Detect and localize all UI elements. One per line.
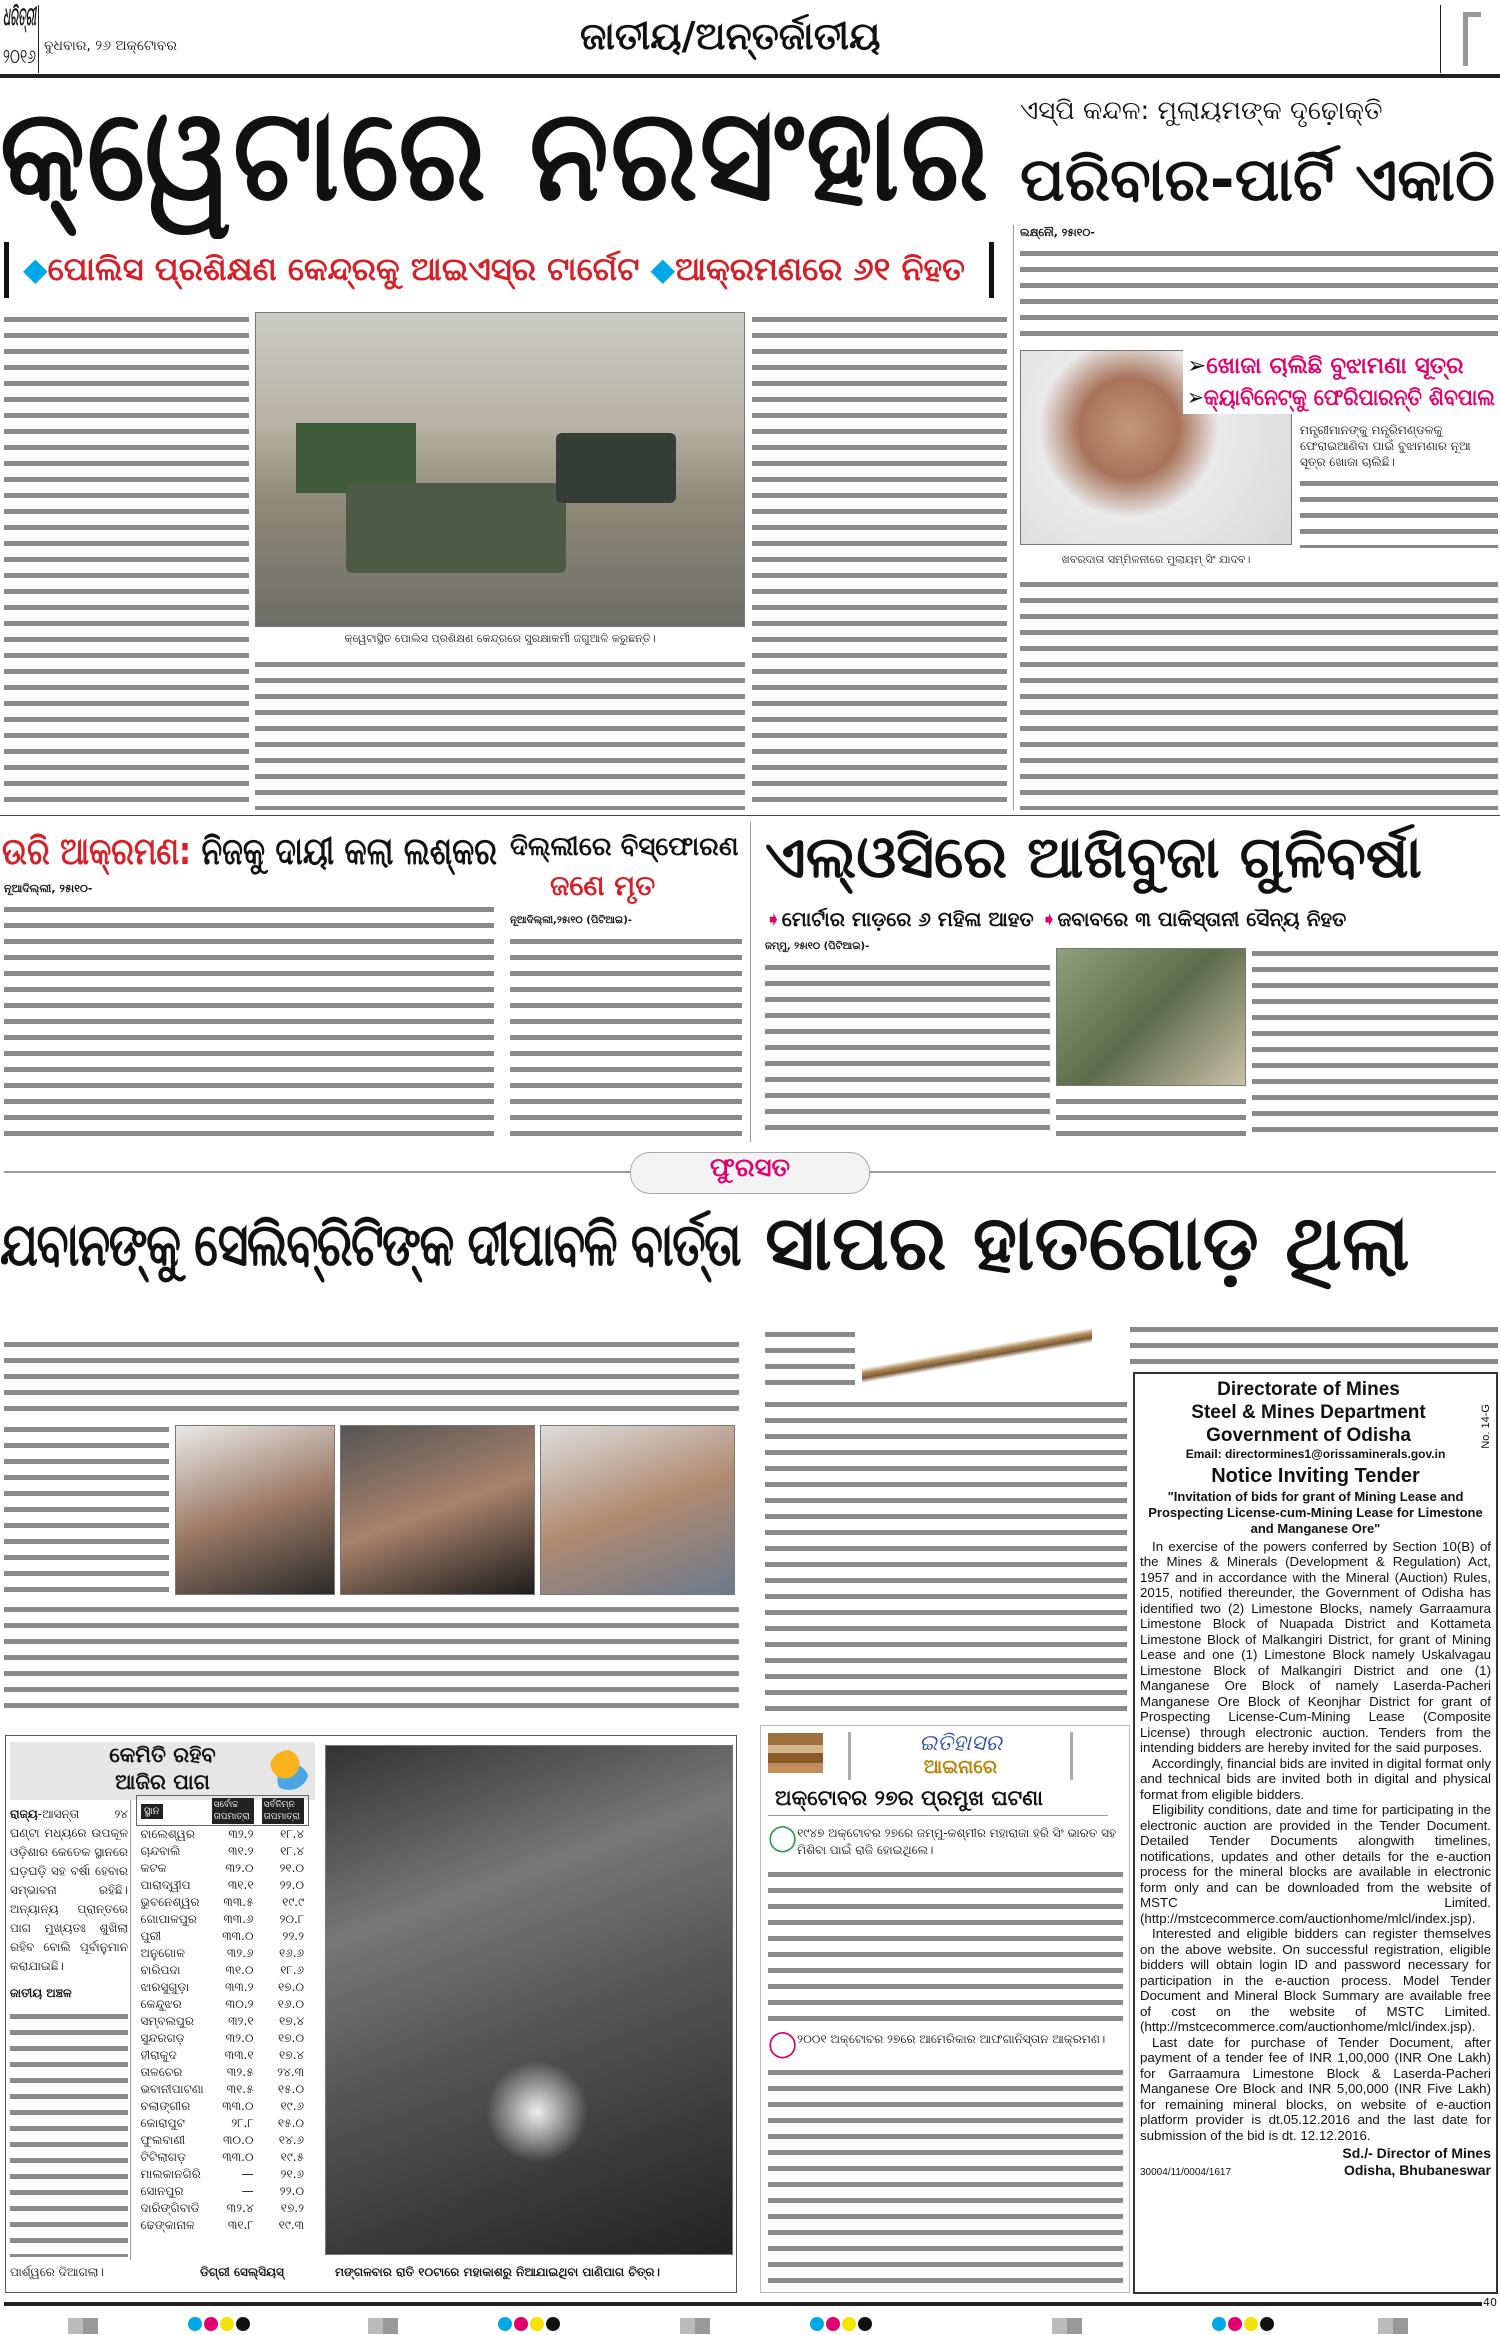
weather-row (137, 1979, 309, 1996)
max-temp-cell: ୩୩.୫ (223, 1895, 254, 1909)
place-cell: ଗୋପାଳପୁର (140, 1912, 197, 1926)
max-temp-cell: ୩୨.୨ (228, 1827, 254, 1841)
color-dots (188, 2316, 252, 2335)
sp-kicker: ଏସ୍‌ପି କନ୍ଦଳ: ମୁଲାୟମଙ୍କ ଦୃଢ଼ୋକ୍ତି (1020, 96, 1383, 126)
place-cell: ସୁନ୍ଦରଗଡ଼ (140, 2031, 185, 2045)
footer-rule (4, 2302, 1482, 2306)
map-caption: ମଙ୍ଗଳବାର ରାତି ୧୦ଟାରେ ମହାକାଶରୁ ନିଆଯାଇଥିବା ପାଣିପାଗ ଚିତ୍ର। (335, 2265, 660, 2279)
max-temp-cell: ୩୩.୬ (223, 1912, 254, 1926)
weather-row (137, 2132, 309, 2149)
tender-email[interactable]: Email: directormines1@orissaminerals.gov.in (1185, 1447, 1446, 1461)
sun-cloud-icon (269, 1750, 309, 1790)
color-dots (1212, 2316, 1276, 2335)
place-cell: ବାଲେଶ୍ୱର (140, 1827, 195, 1841)
tender-notice-title: Notice Inviting Tender (1211, 1464, 1420, 1487)
loc-body (1056, 1092, 1246, 1140)
place-cell: କଟକ (140, 1861, 167, 1875)
uri-body (4, 900, 494, 1140)
min-temp-cell: ୧୯.୬ (280, 2099, 305, 2113)
sp-excerpt: ମନ୍ତ୍ରୀମାନଙ୍କୁ ମନ୍ତ୍ରିମଣ୍ଡଳକୁ ଫେରାଇଆଣିବା ପାଇଁ ବୁଝାମଣାର ନୂଆ ସୂତ୍ର ଖୋଜା ଚାଲିଛି। (1300, 423, 1471, 469)
history-item-text: ୧୯୪୭ ଅକ୍ଟୋବର ୨୭ରେ ଜମ୍ମୁ-କଶ୍ମୀର ମହାରାଜା ହରି ସିଂ ଭାରତ ସହ ମିଶିବା ପାଇଁ ରାଜି ହୋଇଥିଲେ। (797, 1826, 1116, 1857)
max-temp-cell: ୩୨.୦ (225, 2031, 254, 2045)
place-cell: ତାଳଚେର (140, 2065, 183, 2079)
weather-row (137, 1928, 309, 1945)
weather-footer-text: ପାର୍ଶ୍ୱରେ ଦିଆଗଲା। (10, 2265, 104, 2279)
celeb-body (4, 1335, 739, 1420)
weather-row (137, 2081, 309, 2098)
weather-row (137, 1877, 309, 1894)
satellite-map (325, 1745, 733, 2255)
max-temp-cell: ୩୧.୦ (225, 1963, 254, 1977)
weather-table (136, 1795, 316, 2234)
place-cell: ଦାରିଙ୍ଗିବାଡି (140, 2201, 200, 2215)
col-min: ସର୍ବନିମ୍ନ ତାପମାତ୍ରା (262, 1798, 304, 1824)
loc-body (1252, 944, 1498, 1140)
divider (38, 5, 39, 73)
place-cell: ହୀରାକୁଦ (140, 2048, 177, 2062)
weather-row (137, 1860, 309, 1877)
loc-subhead-1: ମୋର୍ଟାର ମାଡ଼ରେ ୬ ମହିଳା ଆହତ (781, 907, 1034, 931)
place-cell: କେନ୍ଦୁଝର (140, 1997, 182, 2011)
sp-dateline: ଲକ୍ଷ୍ନୌ, ୨୫ା୧୦- (1020, 226, 1095, 239)
weather-row (137, 2183, 309, 2200)
history-subtitle: ଅକ୍ଟୋବର ୨୭ର ପ୍ରମୁଖ ଘଟଣା (775, 1786, 1043, 1810)
bullet-icon: ◯ (768, 1823, 798, 1853)
weather-row (137, 2047, 309, 2064)
celeb-body (4, 1420, 169, 1595)
year: ୨୦୧୬ (3, 44, 37, 68)
weather-row (137, 2013, 309, 2030)
place-cell: ସୋନପୁର (140, 2184, 184, 2198)
place-cell: ପାରାଦ୍ୱୀପ (140, 1878, 191, 1892)
min-temp-cell: ୨୨.୦ (279, 2184, 305, 2198)
min-temp-cell: ୧୯.୩ (278, 2218, 305, 2232)
max-temp-cell: ୩୦.୦ (222, 2133, 254, 2147)
ad-number: No. 14-G (1479, 1404, 1492, 1449)
place-cell: ଢେଙ୍କାନାଳ (140, 2218, 195, 2232)
min-temp-cell: ୧୭.୦ (277, 2031, 305, 2045)
snake-headline: ସାପର ହାତଗୋଡ଼ ଥିଲା (765, 1198, 1410, 1287)
lead-headline: କ୍ୱେଟାରେ ନରସଂହାର (0, 81, 991, 230)
lead-body-col (4, 310, 249, 810)
lead-body-col (255, 655, 745, 810)
history-title (848, 1732, 1073, 1780)
max-temp-cell: ୩୩.୦ (222, 2150, 254, 2164)
lead-photo (255, 312, 745, 627)
sp-headline: ପରିବାର-ପାର୍ଟି ଏକାଠି (1020, 145, 1496, 215)
history-title-2: ଆଇନାରେ (923, 1756, 998, 1778)
min-temp-cell: ୨୧.୬ (280, 2167, 305, 2181)
history-item-2 (768, 2031, 1123, 2057)
tender-notice (1133, 1372, 1498, 2294)
weather-row (137, 1962, 309, 1979)
max-temp-cell: ୩୧.୨ (228, 1844, 254, 1858)
lead-body-col (752, 310, 1007, 810)
place-cell: ସମ୍ବଲପୁର (140, 2014, 194, 2028)
soldier-photo (1056, 948, 1246, 1086)
max-temp-cell: ୩୩.୨ (224, 1980, 254, 1994)
diamond-icon: ◆ (23, 250, 48, 288)
min-temp-cell: ୧୭.୦ (277, 1980, 305, 1994)
snake-body (1130, 1320, 1498, 1365)
max-temp-cell: ୨୮.୮ (231, 2116, 254, 2130)
page-number: 40 (1483, 2296, 1497, 2309)
place-cell: ପୁରୀ (140, 1929, 162, 1943)
place-cell: ଅନୁଗୋଳ (140, 1946, 185, 1960)
arrow-icon: ➢ (1187, 385, 1204, 411)
max-temp-cell: — (241, 2167, 254, 2181)
min-temp-cell: ୨୧.୦ (279, 1861, 305, 1875)
weather-row (137, 2200, 309, 2217)
min-temp-cell: ୧୬.୬ (278, 1946, 305, 1960)
section-label: ଫୁରସତ (709, 1153, 791, 1183)
snake-body (765, 1395, 1127, 1715)
place-cell: ଚାନ୍ଦବାଲି (140, 1844, 181, 1858)
sp-excerpt-column (1300, 422, 1498, 548)
books-icon (768, 1733, 823, 1773)
arrow-icon: ➢ (1187, 353, 1207, 379)
history-item-text: ୨୦୦୧ ଅକ୍ଟୋବର ୨୭ରେ ଆମେରିକାର ଆଫଗାନିସ୍ତାନ ଆକ୍ରମଣ। (797, 2032, 1106, 2046)
tender-paragraph: Interested and eligible bidders can register themselves on the above website. On successful registration, eligible bidders will obtain login ID and password necessary for participation in the e-auction process. Model Tender Document and Mineral Block Summary are available free of cost on the website of MSTC Limited. (http://mstcecommerce.com/auctionhome/mlcl/index.jsp). (1140, 1926, 1491, 2034)
sp-bullet-1: ଖୋଜା ଚାଲିଛି ବୁଝାମଣା ସୂତ୍ର (1206, 353, 1464, 379)
salman-photo (175, 1425, 335, 1595)
min-temp-cell: ୧୮.୬ (280, 1963, 305, 1977)
masthead (0, 0, 1500, 78)
weather-row (137, 1894, 309, 1911)
min-temp-cell: ୧୮.୪ (280, 1827, 305, 1841)
loc-subheads (765, 906, 1346, 932)
weather-row (137, 1826, 309, 1844)
vehicle (556, 433, 676, 503)
weather-title (10, 1742, 315, 1800)
weather-summary-text: -ଆସନ୍ତା ୨୪ ଘଣ୍ଟା ମଧ୍ୟରେ ଉପକୂଳ ଓଡ଼ିଶାର କେତେକ ସ୍ଥାନରେ ଘଡ଼ଘଡ଼ି ସହ ବର୍ଷା ହେବାର ସମ୍ଭାବନା ରହିଛି। ଅନ୍ୟାନ୍ୟ ପ୍ରାନ୍ତରେ ପାଗ ମୁଖ୍ୟତଃ ଶୁଖିଲା ରହିବ ବୋଲି ପୂର୍ବାନୁମାନ କରାଯାଇଛି। (10, 1807, 128, 1973)
weather-row (137, 1911, 309, 1928)
tender-subtitle: "Invitation of bids for grant of Mining Lease and Prospecting License-cum-Mining Lease for Limestone and Manganese Ore" (1148, 1488, 1483, 1536)
place-cell: ଝାରସୁଗୁଡ଼ା (140, 1980, 190, 1994)
tender-title-2: Steel & Mines Department (1191, 1402, 1426, 1423)
delhi-headline: ଦିଲ୍ଲୀରେ ବିସ୍ଫୋରଣ (510, 832, 739, 862)
diamond-icon: ◆ (650, 250, 676, 288)
lead-subhead-1: ପୋଲିସ ପ୍ରଶିକ୍ଷଣ କେନ୍ଦ୍ରକୁ ଆଇଏସ୍‌ର ଟାର୍ଗେଟ (47, 250, 640, 288)
color-dots (810, 2316, 874, 2335)
history-body (768, 1865, 1123, 2025)
loc-subhead-2: ଜବାବରେ ୩ ପାକିସ୍ତାନୀ ସୈନ୍ୟ ନିହତ (1057, 907, 1347, 931)
weather-row (137, 1996, 309, 2013)
delhi-body (510, 932, 742, 1140)
delhi-dateline: ନୂଆଦିଲ୍ଲୀ,୨୫ା୧୦ (ପିଟିଆଇ)- (510, 915, 632, 926)
weather-summary-label: ରାଜ୍ୟ (10, 1807, 38, 1821)
weather-row (137, 2064, 309, 2081)
min-temp-cell: ୧୯.୯ (282, 1895, 305, 1909)
place-cell: ଫୁଲବାଣୀ (140, 2133, 186, 2147)
min-temp-cell: ୧୫.୦ (277, 2082, 305, 2096)
arrow-icon: ➧ (1040, 907, 1058, 931)
uri-dateline: ନୂଆଦିଲ୍ଲୀ, ୨୫ା୧୦- (4, 882, 93, 895)
weather-title-2: ଆଜିର ପାଗ (115, 1770, 210, 1794)
color-dots (498, 2316, 562, 2335)
max-temp-cell: ୩୨.୦ (225, 1861, 254, 1875)
max-temp-cell: ୩୨.୧ (228, 2014, 254, 2028)
weather-row (137, 2115, 309, 2132)
max-temp-cell: ୩୨.୪ (226, 2201, 254, 2215)
uri-headline-red: ଉରି ଆକ୍ରମଣ: (2, 829, 192, 873)
registration-mark (1378, 2318, 1408, 2334)
uri-headline-black: ନିଜକୁ ଦାୟୀ କଲା ଲଶ୍କର (201, 829, 497, 873)
weather-row (137, 2217, 309, 2234)
history-item-1 (768, 1825, 1123, 1859)
registration-mark (680, 2318, 710, 2334)
weather-national-label: ଜାତୀୟ ଅଞ୍ଚଳ (10, 1986, 72, 2000)
max-temp-cell: ୩୧.୧ (227, 1878, 254, 1892)
place-cell: ବଲାଙ୍ଗୀର (140, 2099, 191, 2113)
tender-paragraph: Eligibility conditions, date and time for participating in the electronic auction are provided in the Tender Document. Detailed Tender Documents alongwith timelines, notifications, updates and other details for the e-auction process for the mineral blocks are available in electronic form only and can be downloaded from the website of MSTC Limited. (http://mstcecommerce.com/auctionhome/mlcl/index.jsp). (1140, 1802, 1491, 1926)
page-tab-mark (1463, 12, 1481, 66)
place-cell: ଭୁବନେଶ୍ୱର (140, 1895, 200, 1909)
min-temp-cell: ୨୪.୩ (277, 2065, 305, 2079)
min-temp-cell: ୧୯.୫ (280, 2150, 305, 2164)
sp-body (1020, 244, 1498, 342)
sp-body (1020, 575, 1498, 810)
tender-title-3: Government of Odisha (1206, 1425, 1411, 1446)
section-title: ଜାତୀୟ/ଅନ୍ତର୍ଜାତୀୟ (580, 14, 881, 58)
registration-mark (1052, 2318, 1082, 2334)
min-temp-cell: ୨୦.୮ (279, 1912, 305, 1926)
place-cell: ବାରିପଦା (140, 1963, 181, 1977)
date: ବୁଧବାର, ୨୬ ଅକ୍ଟୋବର (44, 38, 177, 54)
tender-paragraph: Last date for purchase of Tender Document, after payment of a tender fee of INR 1,00,000 (INR One Lakh) for Garraamura Limestone Block & Laserda-Pacheri Manganese Ore Block and INR 5,00,000 (INR Five Lakh) for remaining mineral blocks, on website of e-auction platform provider is dt.05.12.2016 and the last date for submission of the bid is dt. 12.12.2016. (1140, 2034, 1491, 2143)
weather-title-1: କେମିତି ରହିବ (109, 1743, 216, 1767)
registration-mark (68, 2318, 98, 2334)
tender-ref: 30004/11/0004/1617 (1140, 2167, 1232, 2178)
sp-body (1300, 474, 1498, 548)
min-temp-cell: ୧୬.୦ (277, 1997, 305, 2011)
place-cell: ଭବାନୀପାଟଣା (140, 2082, 204, 2096)
weather-row (137, 2166, 309, 2183)
min-temp-cell: ୧୪.୬ (278, 2133, 305, 2147)
max-temp-cell: ୩୩.୦ (222, 1929, 254, 1943)
weather-row (137, 1945, 309, 1962)
loc-body (765, 958, 1050, 1140)
snake-body (765, 1325, 855, 1395)
mulayam-photo-caption: ଖବରଦାତା ସମ୍ମିଳନୀରେ ମୁଲାୟମ୍ ସିଂ ଯାଦବ। (1061, 553, 1251, 566)
weather-row (137, 2098, 309, 2115)
lead-subhead-2: ଆକ୍ରମଣରେ ୬୧ ନିହତ (675, 250, 965, 288)
max-temp-cell: ୩୧.୮ (227, 2218, 254, 2232)
registration-mark (368, 2318, 398, 2334)
history-body (768, 2063, 1123, 2287)
sp-bullets (1183, 350, 1498, 414)
celeb-headline: ଯବାନଙ୍କୁ ସେଲିବ୍ରିଟିଙ୍କ ଦୀପାବଳି ବାର୍ତ୍ତା (0, 1210, 741, 1280)
weather-national-body (10, 2007, 128, 2257)
lead-subhead-bar (4, 242, 994, 298)
max-temp-cell: — (241, 2184, 254, 2198)
max-temp-cell: ୩୩.୧ (224, 2048, 254, 2062)
sp-bullet-2: କ୍ୟାବିନେଟ୍‌କୁ ଫେରିପାରନ୍ତି ଶିବପାଲ (1203, 385, 1495, 411)
place-cell: କୋରାପୁଟ (140, 2116, 185, 2130)
unit-label: ଡିଗ୍ରୀ ସେଲ୍‌ସିୟସ୍ (200, 2265, 284, 2279)
place-cell: ମାଲକାନଗିରି (140, 2167, 201, 2181)
max-temp-cell: ୩୦.୨ (225, 1997, 254, 2011)
uri-headline (2, 829, 497, 873)
tender-signature: Sd./- Director of Mines (1342, 2145, 1491, 2161)
tender-signature-place: Odisha, Bhubaneswar (1343, 2162, 1491, 2178)
loc-dateline: ଜମ୍ମୁ, ୨୫ା୧୦ (ପିଟିଆଇ)- (765, 941, 870, 952)
min-temp-cell: ୧୭.୪ (278, 2048, 305, 2062)
aamir-photo (340, 1425, 535, 1595)
tender-paragraph: Accordingly, financial bids are invited in digital format only and technical bids are invited both in digital and physical format from eligible bidders. (1140, 1755, 1491, 1802)
min-temp-cell: ୧୮.୪ (280, 1844, 305, 1858)
tender-title-1: Directorate of Mines (1217, 1379, 1400, 1400)
logo: ଧରିତ୍ରୀ (3, 2, 36, 32)
tender-paragraph: In exercise of the powers conferred by Section 10(B) of the Mines & Minerals (Development & Regulation) Act, 1957 and in accordance with the Mineral (Auction) Rules, 2015, notified thereunder, the Government of Odisha has identified two (2) Limestone Blocks, namely Garraamura Limestone Block of Nuapada District and Kottameta Limestone Block of Malkangiri District, for grant of Mining Lease and one (1) Limestone Block namely Uskalvagau Limestone Block of Malkangiri District and one (1) Manganese Ore Block of namely Laserda-Pacheri Manganese Ore Block of Keonjhar District for grant of Prospecting License-Cum-Mining Lease (Composite License) through electronic auction. Tenders from the intending bidders are hereby invited for the said purposes. (1140, 1538, 1491, 1755)
place-cell: ଟିଟିଲାଗଡ଼ (140, 2150, 186, 2164)
history-title-1: ଇତିହାସର (919, 1731, 1002, 1756)
min-temp-cell: ୧୭.୪ (278, 2014, 305, 2028)
arrow-icon: ➧ (765, 907, 782, 931)
min-temp-cell: ୧୫.୦ (277, 2116, 305, 2130)
vehicle (346, 483, 566, 573)
max-temp-cell: ୩୧.୫ (226, 2082, 254, 2096)
delhi-headline-red: ଜଣେ ମୃତ (550, 869, 656, 902)
min-temp-cell: ୧୭.୨ (280, 2201, 305, 2215)
loc-headline: ଏଲ୍‌ଓସିରେ ଆଖିବୁଜା ଗୁଳିବର୍ଷା (765, 823, 1422, 891)
akshay-photo (540, 1425, 735, 1595)
max-temp-cell: ୩୨.୬ (226, 1946, 254, 1960)
min-temp-cell: ୨୨.୨ (282, 1929, 305, 1943)
col-place: ସ୍ଥାନ (141, 1804, 163, 1819)
col-max: ସର୍ବୋଚ୍ଚ ତାପମାତ୍ରା (212, 1798, 254, 1824)
lead-photo-caption: କ୍ୱେଟାସ୍ଥିତ ପୋଲିସ ପ୍ରଶିକ୍ଷଣ କେନ୍ଦ୍ରରେ ସୁରକ୍ଷାକର୍ମୀ ଜଗୁଆଳି କରୁଛନ୍ତି। (344, 632, 656, 645)
min-temp-cell: ୨୨.୦ (279, 1878, 305, 1892)
history-column (768, 1825, 1123, 2287)
snake-photo (862, 1328, 1092, 1388)
weather-summary (10, 1805, 128, 2257)
weather-row (137, 2030, 309, 2047)
section-divider (630, 1152, 870, 1194)
bullet-icon: ◯ (768, 2029, 798, 2059)
max-temp-cell: ୩୩.୦ (222, 2099, 254, 2113)
max-temp-cell: ୩୨.୫ (226, 2065, 254, 2079)
weather-row (137, 2149, 309, 2166)
celeb-body (4, 1600, 739, 1715)
weather-row (137, 1843, 309, 1860)
